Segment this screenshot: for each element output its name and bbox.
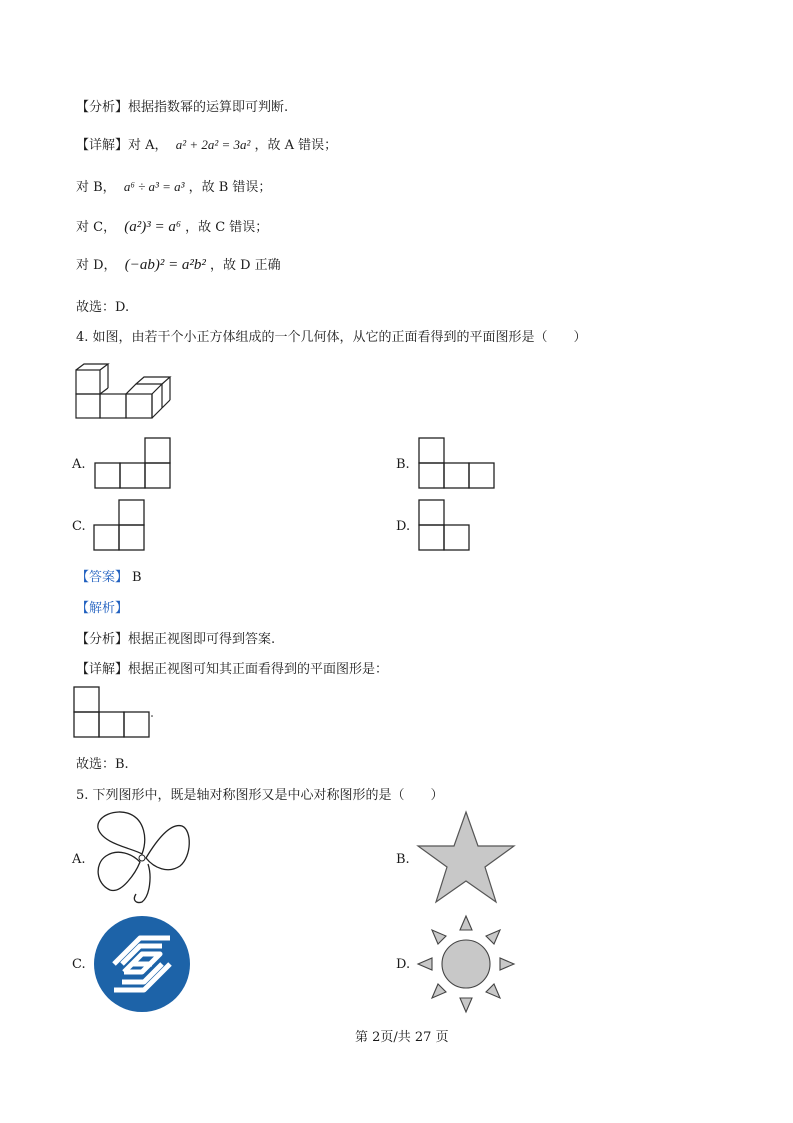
q5-option-a-propeller-figure[interactable] <box>92 808 192 908</box>
line-b-suffix: ，故 B 错误； <box>188 180 272 195</box>
answer-value: B <box>132 570 142 585</box>
analysis-text: 根据指数幂的运算即可判断. <box>128 100 289 115</box>
q5-question: 5. 下列图形中，既是轴对称图形又是中心对称图形的是（ ） <box>76 788 444 803</box>
analysis-tag: 【分析】 <box>76 632 129 647</box>
q3-analysis-line <box>76 96 288 115</box>
q3-line-d <box>76 254 281 274</box>
q4-jiexi-tag: 【解析】 <box>76 601 129 616</box>
q4-cube-figure <box>74 358 184 418</box>
line-a-prefix: 对 A， <box>128 138 168 153</box>
q5-option-d-sun-figure[interactable] <box>416 914 516 1014</box>
q4-answer-line <box>76 566 142 585</box>
q5-option-c-label[interactable]: C. <box>72 957 86 972</box>
line-d-formula: (−ab)² = a²b² <box>124 257 206 273</box>
q3-detail-line-a <box>76 134 337 153</box>
q4-option-d-figure[interactable] <box>418 498 474 552</box>
line-a-suffix: ，故 A 错误； <box>254 138 338 153</box>
answer-tag: 【答案】 <box>76 570 129 585</box>
line-b-prefix: 对 B， <box>76 180 116 195</box>
q4-option-d-label[interactable]: D. <box>396 519 411 534</box>
detail-tag: 【详解】 <box>76 662 129 677</box>
q4-option-b-figure[interactable] <box>418 436 498 490</box>
line-c-formula: (a²)³ = a⁶ <box>124 219 182 235</box>
q4-option-b-label[interactable]: B. <box>396 457 410 472</box>
q3-line-c <box>76 216 268 236</box>
page-footer: 第 2页/共 27 页 <box>355 1030 449 1045</box>
q3-line-b <box>76 176 271 195</box>
q4-solution-figure <box>73 686 157 740</box>
q4-analysis-line <box>76 628 275 647</box>
q4-choice: 故选：B. <box>76 757 129 772</box>
q5-option-b-star-figure[interactable] <box>416 810 516 910</box>
q4-option-c-label[interactable]: C. <box>72 519 86 534</box>
q4-detail-line <box>76 658 388 677</box>
q4-option-c-figure[interactable] <box>93 498 149 552</box>
detail-tag: 【详解】 <box>76 138 129 153</box>
line-b-formula: a⁶ ÷ a³ = a³ <box>123 179 185 194</box>
q5-option-d-label[interactable]: D. <box>396 957 411 972</box>
line-c-suffix: ，故 C 错误； <box>185 220 269 235</box>
q3-choice: 故选：D. <box>76 300 130 315</box>
line-d-suffix: ，故 D 正确 <box>209 258 281 273</box>
line-a-formula: a² + 2a² = 3a² <box>175 137 251 152</box>
q4-question: 4. 如图，由若干个小正方体组成的一个几何体，从它的正面看得到的平面图形是（ ） <box>76 330 587 345</box>
analysis-text: 根据正视图即可得到答案. <box>128 632 276 647</box>
line-c-prefix: 对 C， <box>76 220 117 235</box>
q4-option-a-label[interactable]: A. <box>72 457 86 472</box>
q5-option-c-logo-figure[interactable] <box>92 914 192 1014</box>
analysis-tag: 【分析】 <box>76 100 129 115</box>
q5-option-b-label[interactable]: B. <box>396 852 410 867</box>
q4-option-a-figure[interactable] <box>94 436 174 490</box>
q5-option-a-label[interactable]: A. <box>72 852 86 867</box>
detail-text: 根据正视图可知其正面看得到的平面图形是： <box>128 662 389 677</box>
line-d-prefix: 对 D， <box>76 258 117 273</box>
